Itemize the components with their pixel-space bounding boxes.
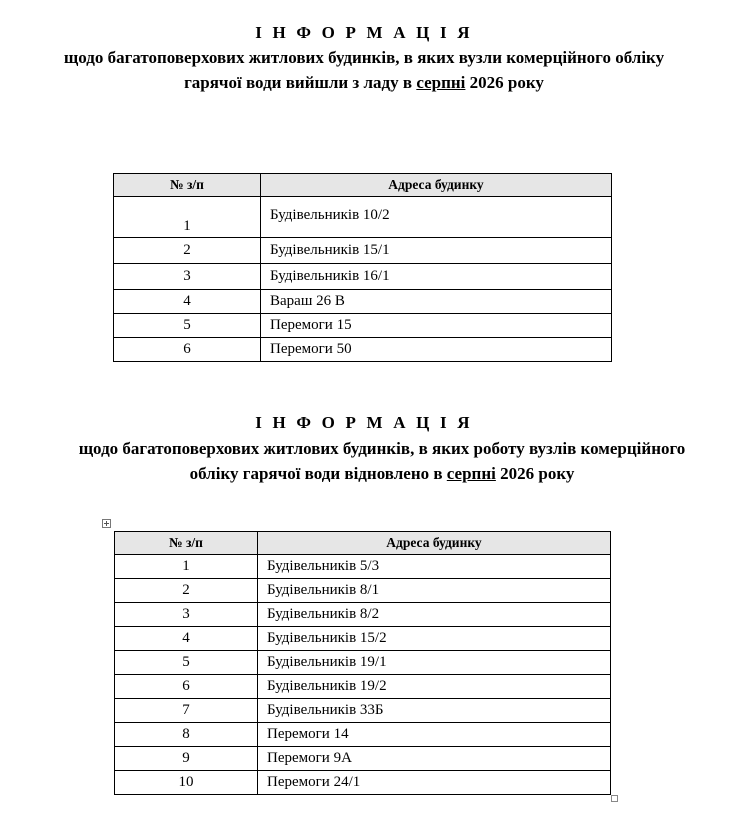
column-header-num: № з/п [115,532,258,555]
table-row [115,675,611,699]
table-row [114,290,612,314]
section1-subtitle-line2-post: 2026 року [465,73,544,92]
row-num: 4 [115,627,258,651]
row-address: Перемоги 24/1 [258,771,611,795]
section1-month: серпні [416,73,466,92]
row-address: Будівельників 19/2 [258,675,611,699]
table-row [115,771,611,795]
section1-subtitle-line2 [0,70,728,95]
row-num: 10 [115,771,258,795]
table-row [115,699,611,723]
row-num: 2 [114,238,261,264]
section2-subtitle-line1: щодо багатоповерхових житлових будинків, в яких роботу вузлів комерційного [78,439,686,458]
table-header-row [114,174,612,197]
row-address: Будівельників 10/2 [261,197,612,238]
row-address: Перемоги 14 [258,723,611,747]
section1-table [113,173,612,362]
table-row [114,314,612,338]
table-row [115,579,611,603]
section2-month: серпні [446,464,496,483]
table-row [115,627,611,651]
table-row [115,603,611,627]
row-num: 5 [114,314,261,338]
row-num: 9 [115,747,258,771]
row-address: Будівельників 16/1 [261,264,612,290]
table-resize-handle-icon[interactable] [611,795,618,802]
table-move-handle-icon[interactable] [102,519,111,528]
section1-subtitle-line1: щодо багатоповерхових житлових будинків, в яких вузли комерційного обліку [63,48,665,67]
row-address: Будівельників 15/1 [261,238,612,264]
row-num: 6 [115,675,258,699]
section1-title: І Н Ф О Р М А Ц І Я [255,23,473,42]
row-address: Будівельників 19/1 [258,651,611,675]
row-num: 1 [115,555,258,579]
section1-subtitle-line2-pre: гарячої води вийшли з ладу в [184,73,417,92]
section2-title: І Н Ф О Р М А Ц І Я [255,413,473,432]
row-address: Будівельників 15/2 [258,627,611,651]
table-row [115,747,611,771]
section2-subtitle [18,436,746,486]
row-num: 7 [115,699,258,723]
row-address: Будівельників 8/2 [258,603,611,627]
row-address: Вараш 26 В [261,290,612,314]
row-num: 3 [114,264,261,290]
table-row [115,651,611,675]
row-num: 1 [114,197,261,238]
table-header-row [115,532,611,555]
row-num: 4 [114,290,261,314]
section1-subtitle [0,45,728,95]
row-address: Будівельників 5/3 [258,555,611,579]
row-address: Будівельників 33Б [258,699,611,723]
table-row [114,197,612,238]
row-num: 3 [115,603,258,627]
table-row [115,723,611,747]
row-address: Будівельників 8/1 [258,579,611,603]
row-num: 5 [115,651,258,675]
section2-subtitle-line2-pre: обліку гарячої води відновлено в [189,464,447,483]
section2-table [114,531,611,795]
table-row [114,238,612,264]
row-address: Перемоги 15 [261,314,612,338]
row-num: 2 [115,579,258,603]
section2-subtitle-line2-post: 2026 року [495,464,575,483]
table-row [115,555,611,579]
section2-subtitle-line2 [18,461,746,486]
row-num: 6 [114,338,261,362]
row-address: Перемоги 50 [261,338,612,362]
row-address: Перемоги 9А [258,747,611,771]
column-header-num: № з/п [114,174,261,197]
column-header-address: Адреса будинку [258,532,611,555]
table-row [114,338,612,362]
row-num: 8 [115,723,258,747]
table-row [114,264,612,290]
column-header-address: Адреса будинку [261,174,612,197]
